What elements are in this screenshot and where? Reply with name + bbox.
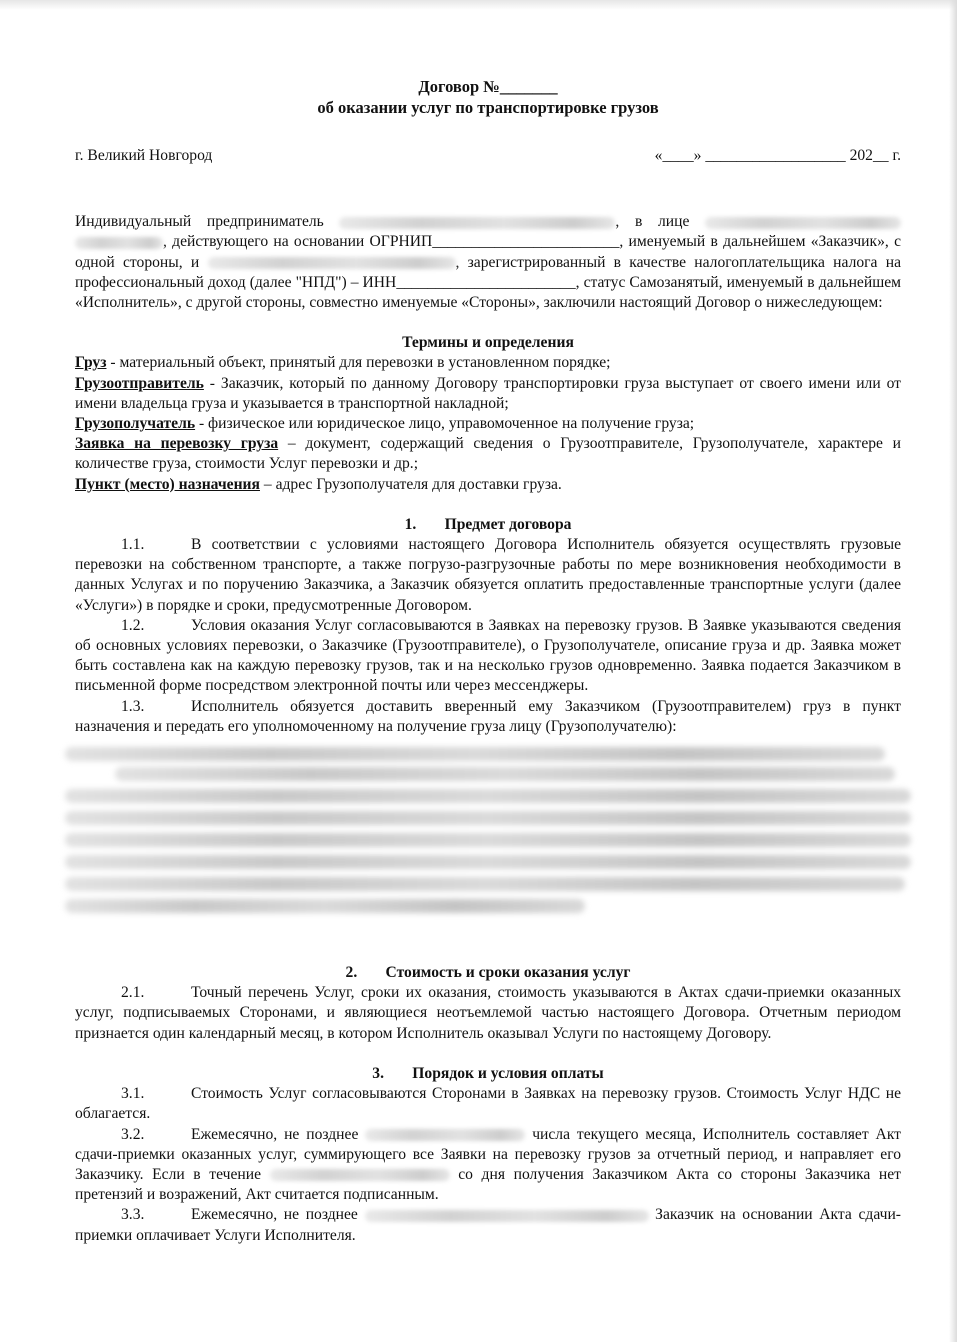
clause-text: Стоимость Услуг согласовываются Сторонами в Заявках на перевозку грузов. Стоимость Услуг НДС не облагается. [75, 1085, 901, 1123]
clause-3-2 [75, 1125, 901, 1206]
contract-date: «____» __________________ 202__ г. [654, 147, 901, 164]
redacted-day-value [365, 1129, 525, 1141]
section-number: 3. [372, 1064, 384, 1082]
clause-1-1 [75, 535, 901, 616]
clause-text: Ежемесячно, не позднее [191, 1125, 359, 1143]
city-date-line [75, 146, 901, 166]
redacted-clause-block [65, 741, 911, 919]
redacted-entrepreneur-name [339, 217, 615, 229]
clause-number: 3.1. [121, 1085, 145, 1103]
clause-text: Исполнитель обязуется доставить вверенный ему Заказчиком (Грузоотправителем) груз в пункт назначения и передать его уполномоченному на получение груза лицу (Грузополучателю): [75, 697, 901, 735]
term-name: Заявка на перевозку груза [75, 435, 279, 453]
page-edge-shadow-right [949, 0, 957, 1342]
section-title: Стоимость и сроки оказания услуг [385, 964, 631, 982]
redacted-period-value [270, 1169, 450, 1181]
term-name: Грузополучатель [75, 415, 196, 433]
clause-number: 3.3. [121, 1206, 145, 1224]
intro-text-2: , в лице [615, 213, 690, 231]
term-name: Грузоотправитель [75, 374, 204, 392]
document-body [75, 76, 901, 1246]
clause-text: со дня получения Заказчиком Акта со стороны Заказчика нет претензий и возражений, Акт считается подписанным. [75, 1165, 901, 1204]
clause-number: 3.2. [121, 1125, 145, 1143]
contract-subtitle: об оказании услуг по транспортировке грузов [317, 98, 659, 117]
contract-title: Договор №_______ [418, 77, 558, 96]
clause-text: числа текущего месяца, Исполнитель составляет Акт сдачи-приемки оказанных услуг, суммирующего все Заявки на перевозку грузов за отчетный период, и направляет его Заказчику. Если в течение [75, 1125, 901, 1183]
section-3-heading [75, 1064, 901, 1084]
intro-paragraph [75, 212, 901, 313]
redacted-representative-name [705, 217, 901, 229]
section-1-heading [75, 515, 901, 535]
redacted-payment-term [365, 1210, 649, 1222]
redacted-representative-name-2 [75, 237, 163, 249]
clause-text: Точный перечень Услуг, сроки их оказания, стоимость указываются в Актах сдачи-приемки оказанных услуг, подписываемых Сторонами, и являющиеся неотъемлемой частью настоящего Договора. Отчетным периодом признается один календарный месяц, в котором Исполнитель оказывал Услуги по настоящему Договору. [75, 984, 901, 1042]
redacted-line [65, 855, 911, 869]
clause-text: Условия оказания Услуг согласовываются в Заявках на перевозку грузов. В Заявке указываются сведения об основных условиях перевозки, о Заказчике (Грузоотправителе), о Грузополучателе, описание груза и др. Заявка может быть составлена как на каждую перевозку грузов, так и на несколько грузов одновременно. Заявка подается Заказчиком в письменной форме посредством электронной почты или через мессенджеры. [75, 616, 901, 695]
term-item-cargo [75, 353, 901, 373]
clause-text: В соответствии с условиями настоящего Договора Исполнитель обязуется осуществлять грузовые перевозки на собственном транспорте, а также погрузо-разгрузочные работы по мере возникновения необходимости в данных Услугах и по поручению Заказчика, а Заказчик обязуется оплатить предоставленные транспортные услуги (далее «Услуги») в порядке и сроки, предусмотренные Договором. [75, 536, 901, 614]
term-item-request [75, 434, 901, 474]
redacted-line [65, 833, 911, 847]
intro-text-4: , зарегистрированный в качестве налогоплательщика налога на профессиональный доход (далее "НПД") – ИНН_______________________, статус Самозанятый, именуемый в дальнейшем «Исполнитель», с другой стороны, совместно именуемые «Стороны», заключили настоящий Договор о нижеследующем: [75, 253, 901, 312]
clause-number: 1.2. [121, 616, 145, 634]
term-item-consignee [75, 414, 901, 434]
clause-number: 1.3. [121, 697, 145, 715]
clause-1-3 [75, 697, 901, 737]
clause-2-1 [75, 983, 901, 1044]
section-title: Предмет договора [444, 515, 572, 533]
term-item-shipper [75, 374, 901, 414]
section-number: 1. [404, 515, 417, 533]
redacted-line [65, 877, 905, 891]
intro-text-3: , действующего на основании ОГРНИП________________________, именуемый в дальнейшем «Заказчик», с одной стороны, и [75, 233, 901, 271]
clause-number: 1.1. [121, 536, 145, 554]
section-title: Порядок и условия оплаты [412, 1064, 604, 1082]
clause-text: Ежемесячно, не позднее [191, 1206, 358, 1224]
term-text: - физическое или юридическое лицо, управомоченное на получение груза; [195, 415, 695, 433]
redacted-line [65, 899, 585, 913]
section-number: 2. [345, 964, 358, 982]
clause-3-1 [75, 1084, 901, 1124]
term-name: Пункт (место) назначения [75, 475, 260, 493]
term-name: Груз [75, 354, 107, 372]
redacted-line [65, 747, 885, 761]
clause-3-3 [75, 1205, 901, 1245]
city: г. Великий Новгород [75, 147, 213, 164]
clause-1-2 [75, 616, 901, 697]
term-text: - материальный объект, принятый для перевозки в установленном порядке; [106, 354, 611, 372]
intro-text-1: Индивидуальный предприниматель [75, 213, 324, 231]
section-2-heading [75, 963, 901, 983]
spacer [75, 919, 901, 963]
page-edge-shadow [0, 0, 957, 10]
term-item-destination [75, 475, 901, 495]
terms-heading: Термины и определения [402, 334, 574, 352]
term-text: – адрес Грузополучателя для доставки груза. [259, 475, 562, 493]
redacted-line [65, 789, 911, 803]
clause-number: 2.1. [121, 984, 145, 1002]
redacted-contractor-name [208, 257, 456, 269]
term-text: – документ, содержащий сведения о Грузоотправителе, Грузополучателе, характере и количестве груза, стоимости Услуг перевозки и др.; [75, 435, 901, 473]
redacted-line [65, 811, 911, 825]
clause-text: Заказчик на основании Акта сдачи-приемки оплачивает Услуги Исполнителя. [75, 1206, 902, 1244]
term-text: - Заказчик, который по данному Договору транспортировки груза выступает от своего имени или от имени владельца груза и указывается в транспортной накладной; [75, 374, 901, 412]
redacted-line [115, 767, 895, 781]
